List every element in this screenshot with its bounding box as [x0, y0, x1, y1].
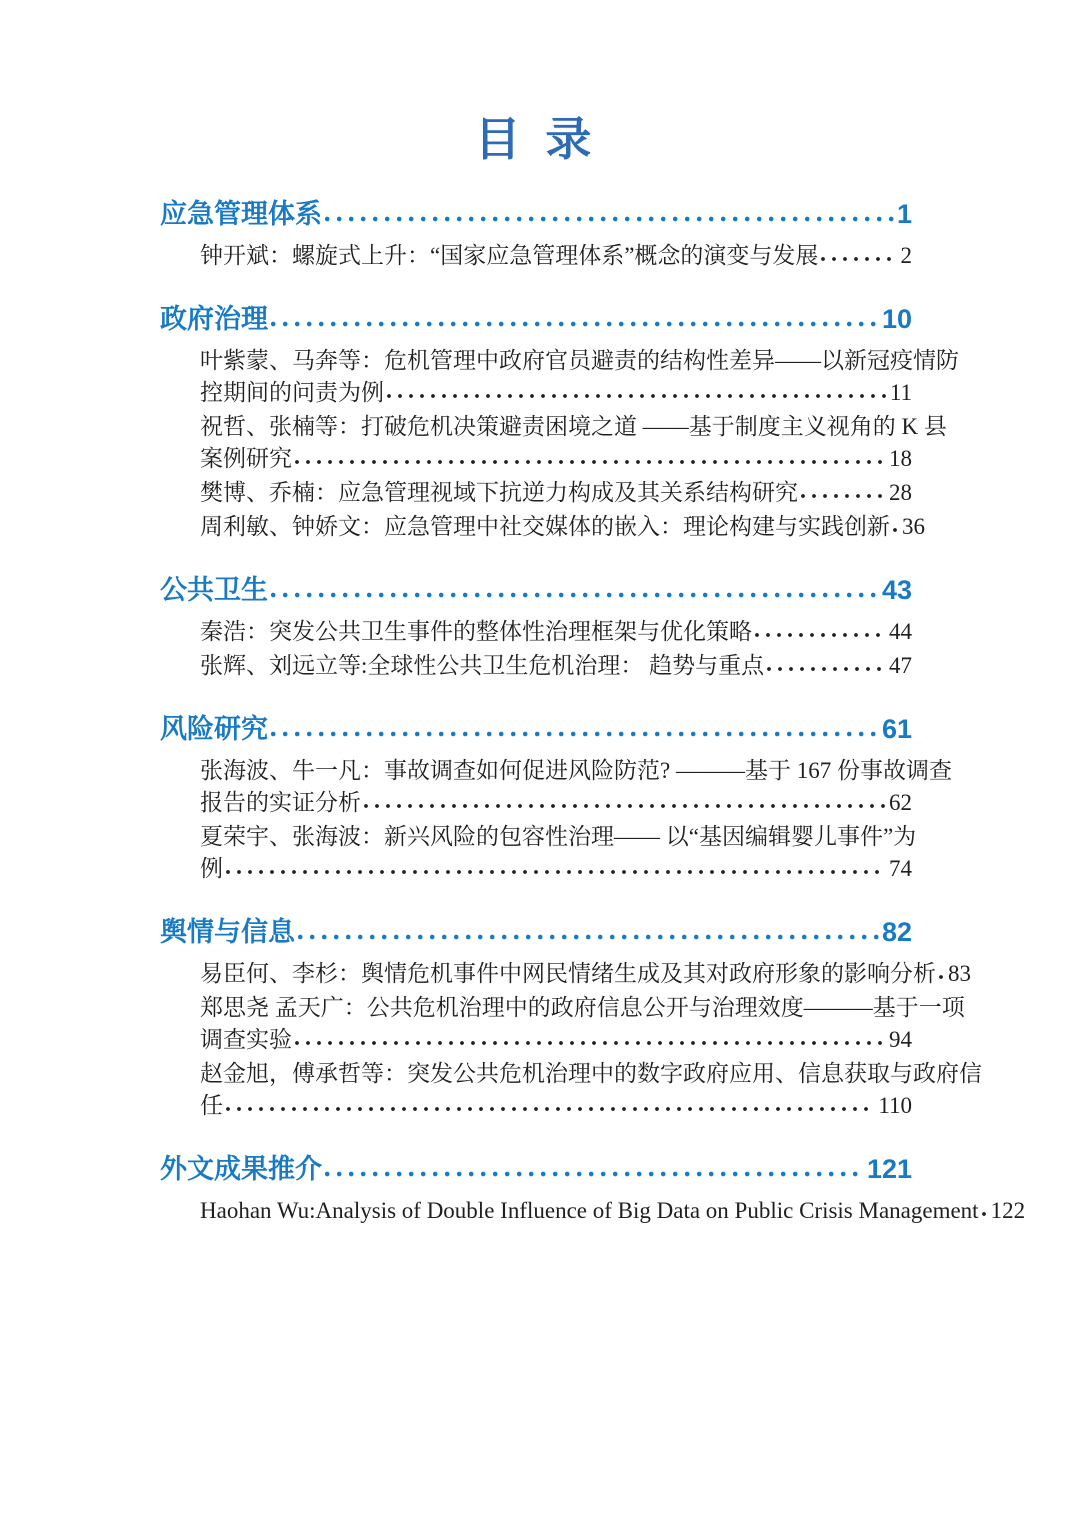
entry-page-number: 122 — [990, 1198, 1026, 1224]
entry-title-line1: 祝哲、张楠等：打破危机决策避责困境之道 ——基于制度主义视角的 K 县 — [200, 414, 947, 440]
section-page-number: 121 — [866, 1154, 912, 1185]
toc-entry — [200, 1058, 982, 1122]
section-entries — [200, 345, 959, 543]
entry-title: 张辉、刘远立等:全球性公共卫生危机治理： 趋势与重点 — [200, 653, 765, 679]
dot-leader — [325, 200, 894, 223]
entry-title: 樊博、乔楠：应急管理视域下抗逆力构成及其关系结构研究 — [200, 480, 798, 506]
section-heading-row — [160, 1147, 912, 1186]
section-title: 政府治理 — [160, 304, 268, 335]
toc-entry — [200, 411, 947, 475]
toc-entry — [200, 821, 917, 885]
page-title: 目 录 — [474, 113, 598, 165]
entry-title: 钟开斌：螺旋式上升：“国家应急管理体系”概念的演变与发展 — [200, 243, 819, 269]
dot-leader — [767, 654, 886, 674]
toc-section-risk-research — [160, 707, 952, 885]
dot-leader — [387, 381, 887, 401]
entry-title-line1: 叶紫蒙、马奔等：危机管理中政府官员避责的结构性差异——以新冠疫情防 — [200, 348, 959, 374]
dot-leader — [298, 918, 879, 941]
entry-title-line2: 例 — [200, 856, 223, 882]
section-entries — [200, 958, 982, 1122]
toc-entry — [200, 240, 912, 272]
dot-leader — [226, 1094, 875, 1114]
section-heading-row — [160, 568, 912, 607]
toc-entry — [200, 992, 965, 1056]
entry-page-number: 47 — [889, 653, 912, 679]
dot-leader — [295, 447, 886, 467]
dot-leader — [821, 244, 897, 264]
entry-title-line2: 控期间的问责为例 — [200, 380, 384, 406]
toc-section-public-opinion-information — [160, 910, 982, 1122]
section-page-number: 43 — [881, 575, 912, 606]
entry-title-line2: 报告的实证分析 — [200, 790, 361, 816]
entry-title-line1: 郑思尧 孟天广：公共危机治理中的政府信息公开与治理效度———基于一项 — [200, 995, 965, 1021]
toc-entry — [200, 616, 912, 648]
section-page-number: 10 — [881, 304, 912, 335]
entry-page-number: 94 — [889, 1027, 912, 1053]
toc-entry — [200, 477, 912, 509]
entry-page-number: 11 — [889, 380, 912, 406]
section-entries — [200, 1195, 1026, 1227]
dot-leader — [325, 1155, 864, 1178]
entry-title-line1: 夏荣宇、张海波：新兴风险的包容性治理—— 以“基因编辑婴儿事件”为 — [200, 824, 917, 850]
section-heading-row — [160, 297, 912, 336]
entry-title-line2: 案例研究 — [200, 446, 292, 472]
entry-title: 易臣何、李杉：舆情危机事件中网民情绪生成及其对政府形象的影响分析 — [200, 961, 936, 987]
toc-entry — [200, 511, 925, 543]
toc-entry — [200, 345, 959, 409]
entry-page-number: 28 — [889, 480, 912, 506]
toc-entry — [200, 755, 952, 819]
toc-section-foreign-publications — [160, 1147, 1026, 1227]
dot-leader — [939, 962, 945, 982]
dot-leader — [755, 620, 886, 640]
dot-leader — [295, 1028, 886, 1048]
entry-page-number: 83 — [948, 961, 971, 987]
section-title: 风险研究 — [160, 714, 268, 745]
dot-leader — [271, 305, 879, 328]
dot-leader — [226, 857, 886, 877]
section-title: 外文成果推介 — [160, 1154, 322, 1185]
entry-page-number: 44 — [889, 619, 912, 645]
entry-title: Haohan Wu:Analysis of Double Influence of Big Data on Public Crisis Management — [200, 1198, 979, 1224]
section-heading-row — [160, 910, 912, 949]
entry-title-line1: 赵金旭，傅承哲等：突发公共危机治理中的数字政府应用、信息获取与政府信 — [200, 1061, 982, 1087]
dot-leader — [982, 1199, 988, 1219]
dot-leader — [364, 791, 886, 811]
toc-section-government-governance — [160, 297, 959, 543]
toc-entry — [200, 650, 912, 682]
section-title: 公共卫生 — [160, 575, 268, 606]
entry-title: 秦浩：突发公共卫生事件的整体性治理框架与优化策略 — [200, 619, 752, 645]
section-title: 舆情与信息 — [160, 917, 295, 948]
section-page-number: 61 — [881, 714, 912, 745]
section-heading-row — [160, 707, 912, 746]
dot-leader — [271, 576, 879, 599]
entry-page-number: 36 — [902, 514, 925, 540]
entry-title-line2: 调查实验 — [200, 1027, 292, 1053]
entry-title: 周利敏、钟娇文：应急管理中社交媒体的嵌入：理论构建与实践创新 — [200, 514, 890, 540]
dot-leader — [893, 515, 899, 535]
toc-entry — [200, 1195, 1026, 1227]
toc-section-emergency-management — [160, 192, 912, 272]
section-heading-row — [160, 192, 912, 231]
section-title: 应急管理体系 — [160, 199, 322, 230]
entry-page-number: 62 — [889, 790, 912, 816]
entry-title-line2: 任 — [200, 1093, 223, 1119]
section-entries — [200, 755, 952, 885]
section-page-number: 1 — [896, 199, 912, 230]
dot-leader — [801, 481, 886, 501]
entry-page-number: 2 — [900, 243, 912, 269]
section-page-number: 82 — [881, 917, 912, 948]
toc-entry — [200, 958, 971, 990]
entry-page-number: 110 — [878, 1093, 912, 1119]
toc-section-public-health — [160, 568, 912, 682]
entry-page-number: 74 — [889, 856, 912, 882]
entry-page-number: 18 — [889, 446, 912, 472]
entry-title-line1: 张海波、牛一凡：事故调查如何促进风险防范? ———基于 167 份事故调查 — [200, 758, 952, 784]
section-entries — [200, 240, 912, 272]
dot-leader — [271, 715, 879, 738]
section-entries — [200, 616, 912, 682]
